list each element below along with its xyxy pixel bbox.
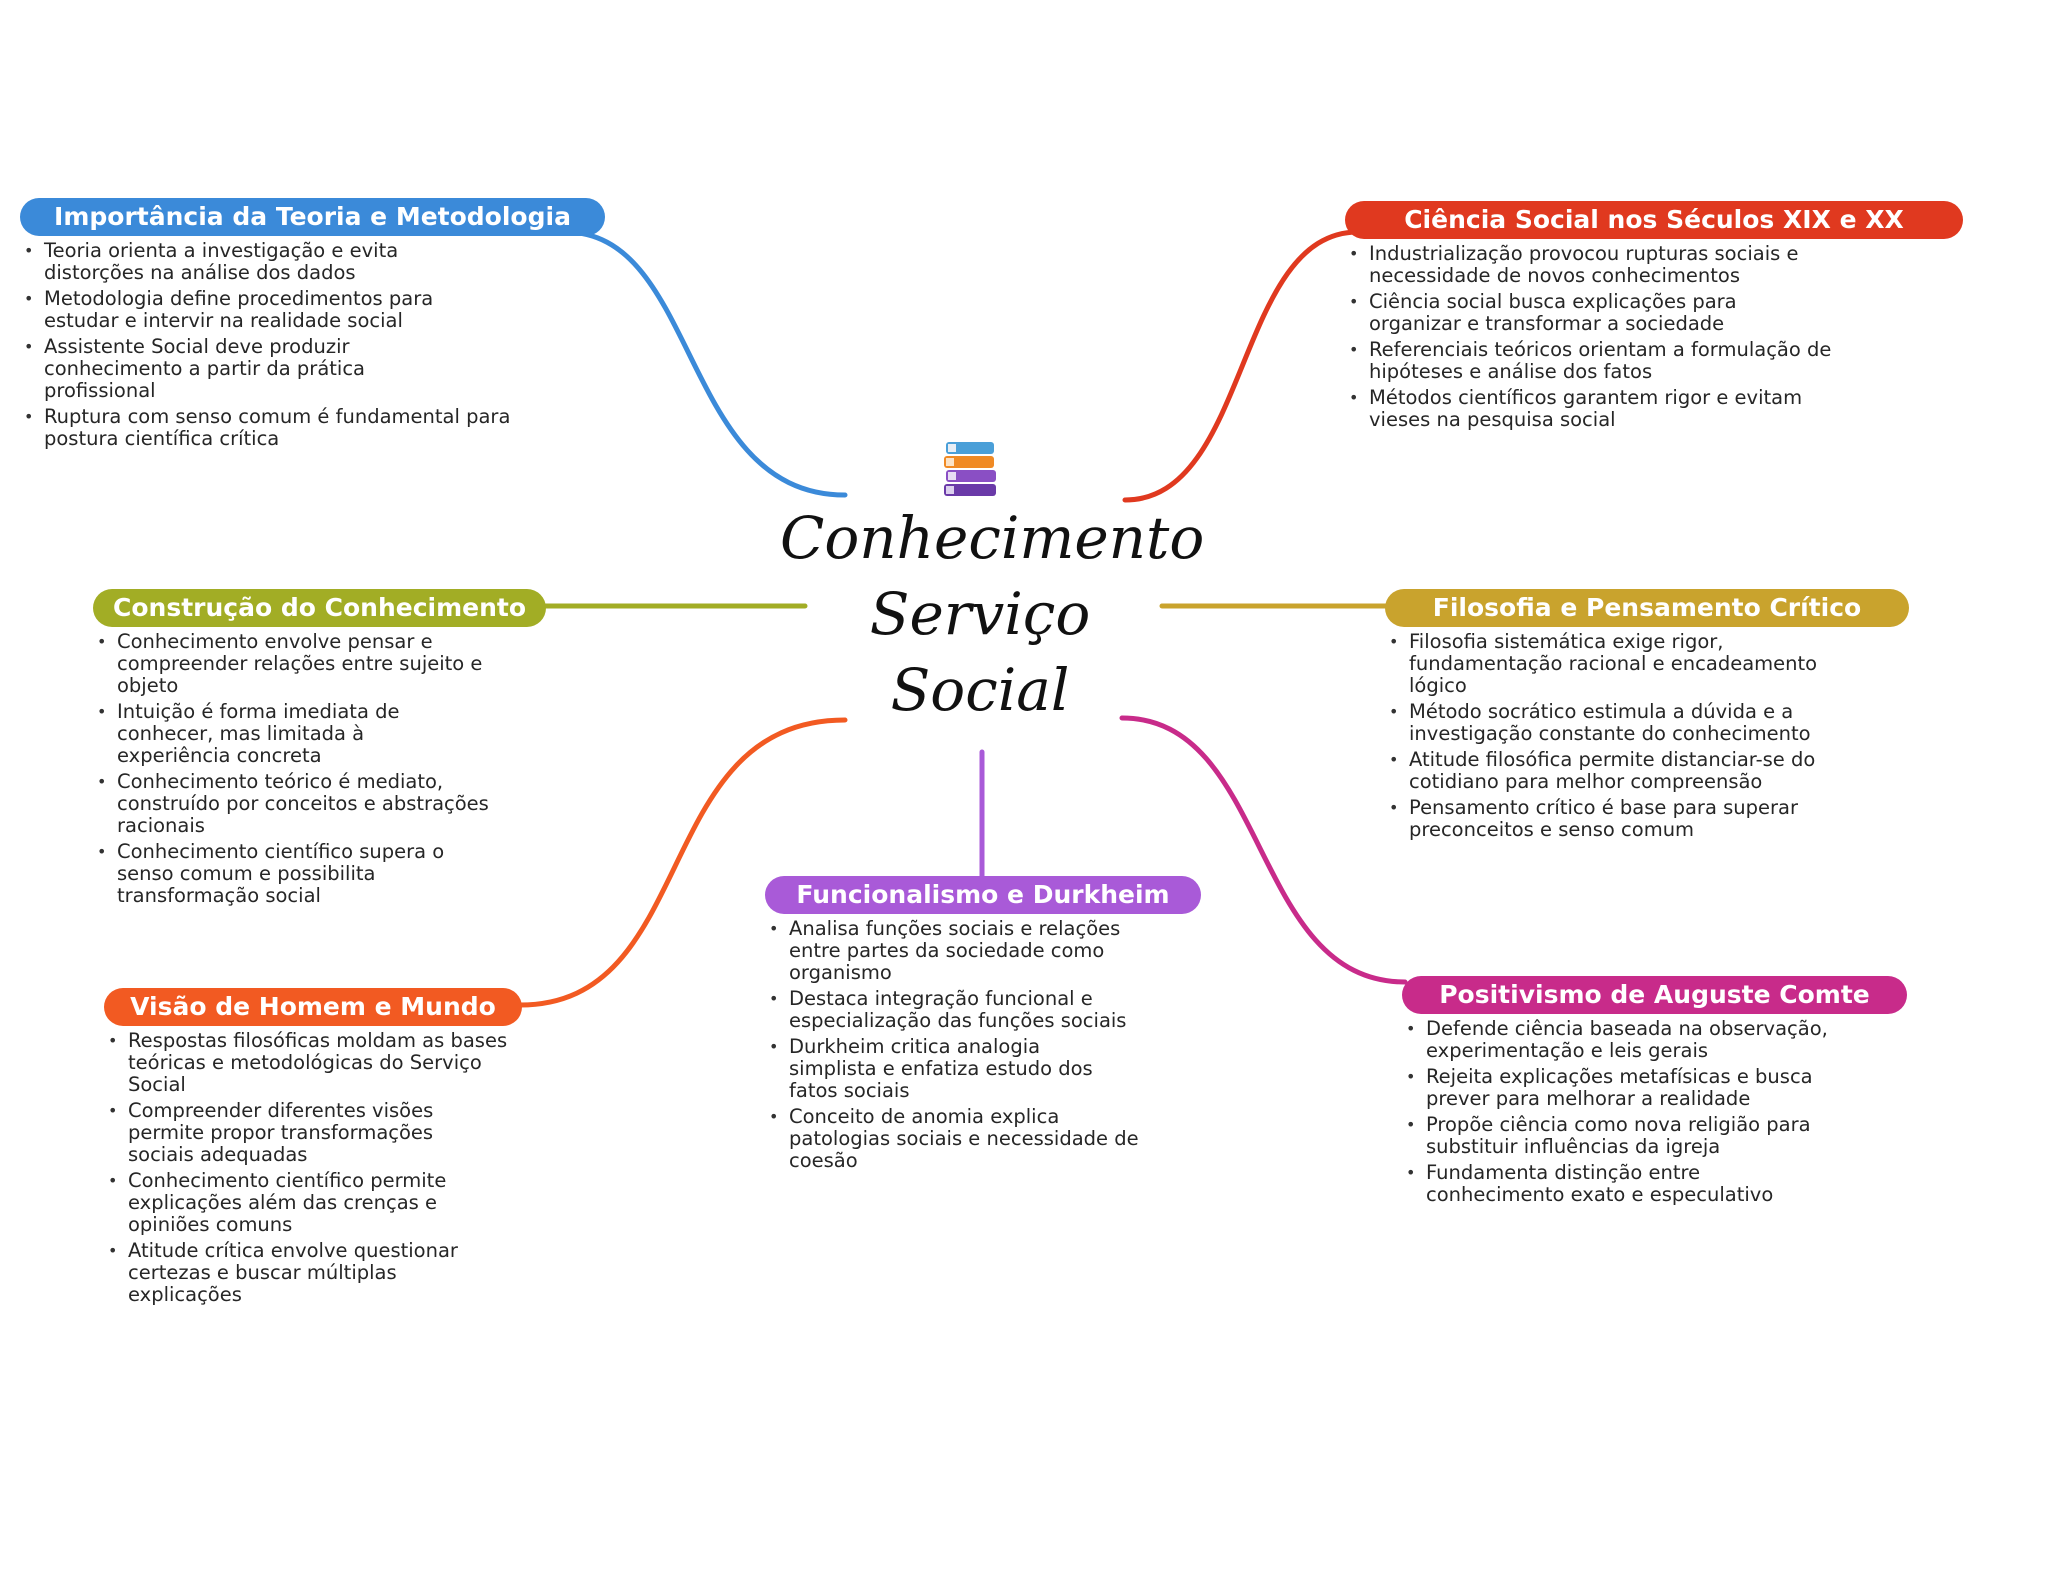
list-item: • Analisa funções sociais e relações entre partes da sociedade como organismo bbox=[765, 918, 1169, 984]
branch-visao bbox=[104, 988, 534, 1310]
center-title-line: Social bbox=[890, 656, 1070, 724]
books-icon bbox=[938, 438, 1002, 502]
list-item: • Teoria orienta a investigação e evita distorções na análise dos dados bbox=[20, 240, 444, 284]
branch-items bbox=[104, 1030, 534, 1306]
list-item: • Conhecimento científico permite explicações além das crenças e opiniões comuns bbox=[104, 1170, 498, 1236]
list-item: • Compreender diferentes visões permite propor transformações sociais adequadas bbox=[104, 1100, 468, 1166]
list-item: • Rejeita explicações metafísicas e busca prever para melhorar a realidade bbox=[1402, 1066, 1846, 1110]
list-item: • Propõe ciência como nova religião para substituir influências da igreja bbox=[1402, 1114, 1866, 1158]
list-item: • Ciência social busca explicações para organizar e transformar a sociedade bbox=[1345, 291, 1789, 335]
list-item: • Atitude crítica envolve questionar certezas e buscar múltiplas explicações bbox=[104, 1240, 458, 1306]
branch-title[interactable]: Funcionalismo e Durkheim bbox=[765, 876, 1201, 914]
list-item: • Referenciais teóricos orientam a formulação de hipóteses e análise dos fatos bbox=[1345, 339, 1839, 383]
branch-title[interactable]: Visão de Homem e Mundo bbox=[104, 988, 522, 1026]
list-item: • Respostas filosóficas moldam as bases teóricas e metodológicas do Serviço Social bbox=[104, 1030, 518, 1096]
branch-title[interactable]: Ciência Social nos Séculos XIX e XX bbox=[1345, 201, 1963, 239]
branch-title[interactable]: Construção do Conhecimento bbox=[93, 589, 546, 627]
branch-items bbox=[93, 631, 563, 907]
list-item: • Intuição é forma imediata de conhecer, mas limitada à experiência concreta bbox=[93, 701, 437, 767]
list-item: • Atitude filosófica permite distanciar-se do cotidiano para melhor compreensão bbox=[1385, 749, 1829, 793]
center-title-line: Serviço bbox=[869, 580, 1091, 648]
branch-items bbox=[1385, 631, 1915, 841]
connector-ciencia bbox=[1125, 232, 1358, 500]
branch-items bbox=[20, 240, 560, 450]
branch-title[interactable]: Positivismo de Auguste Comte bbox=[1402, 976, 1907, 1014]
branch-items bbox=[1402, 1018, 1912, 1206]
branch-funcionalismo bbox=[765, 876, 1205, 1176]
list-item: • Filosofia sistemática exige rigor, fundamentação racional e encadeamento lógico bbox=[1385, 631, 1869, 697]
branch-construcao bbox=[93, 589, 563, 911]
list-item: • Conceito de anomia explica patologias sociais e necessidade de coesão bbox=[765, 1106, 1149, 1172]
list-item: • Métodos científicos garantem rigor e evitam vieses na pesquisa social bbox=[1345, 387, 1839, 431]
branch-ciencia bbox=[1345, 201, 1965, 435]
list-item: • Conhecimento envolve pensar e compreender relações entre sujeito e objeto bbox=[93, 631, 517, 697]
connector-teoria bbox=[565, 232, 845, 495]
list-item: • Destaca integração funcional e especialização das funções sociais bbox=[765, 988, 1189, 1032]
branch-positivismo bbox=[1402, 976, 1912, 1210]
list-item: • Conhecimento teórico é mediato, construído por conceitos e abstrações racionais bbox=[93, 771, 497, 837]
branch-items bbox=[765, 918, 1205, 1172]
center-title bbox=[780, 500, 1205, 728]
list-item: • Pensamento crítico é base para superar preconceitos e senso comum bbox=[1385, 797, 1839, 841]
branch-items bbox=[1345, 243, 1965, 431]
list-item: • Assistente Social deve produzir conhecimento a partir da prática profissional bbox=[20, 336, 394, 402]
list-item: • Conhecimento científico supera o senso comum e possibilita transformação social bbox=[93, 841, 497, 907]
list-item: • Fundamenta distinção entre conhecimento exato e especulativo bbox=[1402, 1162, 1826, 1206]
list-item: • Industrialização provocou rupturas sociais e necessidade de novos conhecimentos bbox=[1345, 243, 1839, 287]
list-item: • Método socrático estimula a dúvida e a investigação constante do conhecimento bbox=[1385, 701, 1869, 745]
list-item: • Defende ciência baseada na observação, experimentação e leis gerais bbox=[1402, 1018, 1866, 1062]
list-item: • Durkheim critica analogia simplista e enfatiza estudo dos fatos sociais bbox=[765, 1036, 1129, 1102]
branch-title[interactable]: Importância da Teoria e Metodologia bbox=[20, 198, 605, 236]
center-title-line: Conhecimento bbox=[780, 504, 1205, 572]
branch-teoria bbox=[20, 198, 571, 454]
branch-title[interactable]: Filosofia e Pensamento Crítico bbox=[1385, 589, 1909, 627]
list-item: • Metodologia define procedimentos para estudar e intervir na realidade social bbox=[20, 288, 474, 332]
branch-filosofia bbox=[1385, 589, 1915, 845]
list-item: • Ruptura com senso comum é fundamental para postura científica crítica bbox=[20, 406, 564, 450]
